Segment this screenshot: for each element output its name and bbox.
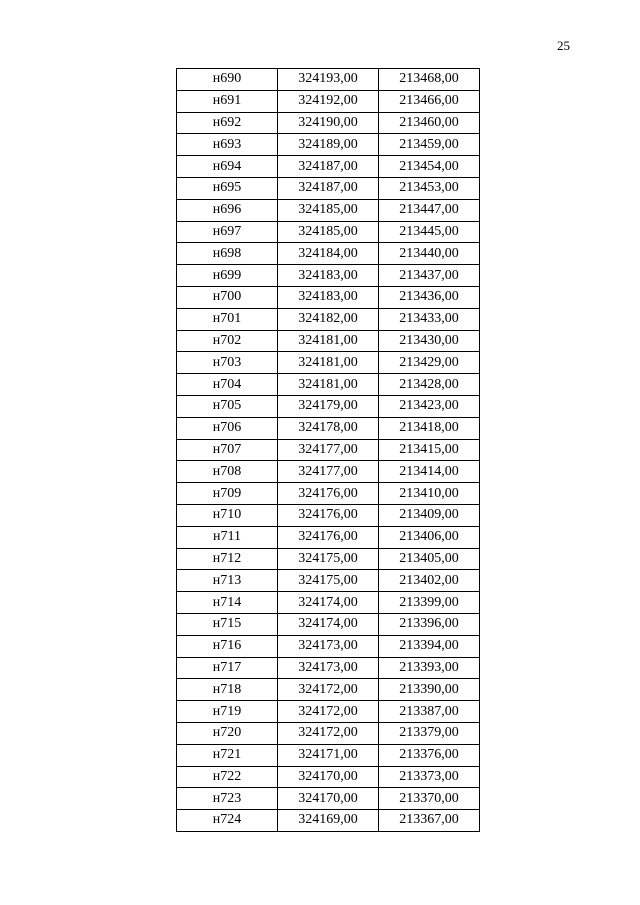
- table-row: [177, 766, 480, 788]
- x-coordinate-cell: 324175,00: [278, 548, 379, 570]
- y-coordinate-cell: 213428,00: [379, 374, 480, 396]
- x-coordinate-cell: 324173,00: [278, 657, 379, 679]
- coordinates-table: [176, 68, 480, 832]
- y-coordinate-cell: 213396,00: [379, 613, 480, 635]
- point-name-cell: н702: [177, 330, 278, 352]
- table-row: [177, 701, 480, 723]
- coordinates-table-body: [177, 69, 480, 832]
- table-row: [177, 308, 480, 330]
- y-coordinate-cell: 213445,00: [379, 221, 480, 243]
- table-row: [177, 90, 480, 112]
- y-coordinate-cell: 213440,00: [379, 243, 480, 265]
- table-row: [177, 722, 480, 744]
- y-coordinate-cell: 213390,00: [379, 679, 480, 701]
- y-coordinate-cell: 213415,00: [379, 439, 480, 461]
- table-row: [177, 134, 480, 156]
- x-coordinate-cell: 324177,00: [278, 439, 379, 461]
- point-name-cell: н720: [177, 722, 278, 744]
- table-row: [177, 504, 480, 526]
- x-coordinate-cell: 324185,00: [278, 221, 379, 243]
- x-coordinate-cell: 324189,00: [278, 134, 379, 156]
- point-name-cell: н708: [177, 461, 278, 483]
- table-row: [177, 548, 480, 570]
- y-coordinate-cell: 213367,00: [379, 810, 480, 832]
- table-row: [177, 112, 480, 134]
- point-name-cell: н715: [177, 613, 278, 635]
- point-name-cell: н705: [177, 395, 278, 417]
- x-coordinate-cell: 324179,00: [278, 395, 379, 417]
- point-name-cell: н703: [177, 352, 278, 374]
- x-coordinate-cell: 324181,00: [278, 352, 379, 374]
- table-row: [177, 657, 480, 679]
- y-coordinate-cell: 213405,00: [379, 548, 480, 570]
- table-row: [177, 156, 480, 178]
- point-name-cell: н706: [177, 417, 278, 439]
- y-coordinate-cell: 213394,00: [379, 635, 480, 657]
- y-coordinate-cell: 213393,00: [379, 657, 480, 679]
- table-row: [177, 221, 480, 243]
- x-coordinate-cell: 324192,00: [278, 90, 379, 112]
- table-row: [177, 635, 480, 657]
- table-row: [177, 352, 480, 374]
- table-row: [177, 483, 480, 505]
- x-coordinate-cell: 324178,00: [278, 417, 379, 439]
- y-coordinate-cell: 213429,00: [379, 352, 480, 374]
- point-name-cell: н691: [177, 90, 278, 112]
- y-coordinate-cell: 213406,00: [379, 526, 480, 548]
- x-coordinate-cell: 324170,00: [278, 766, 379, 788]
- x-coordinate-cell: 324176,00: [278, 483, 379, 505]
- x-coordinate-cell: 324171,00: [278, 744, 379, 766]
- point-name-cell: н716: [177, 635, 278, 657]
- x-coordinate-cell: 324175,00: [278, 570, 379, 592]
- x-coordinate-cell: 324181,00: [278, 374, 379, 396]
- point-name-cell: н707: [177, 439, 278, 461]
- y-coordinate-cell: 213387,00: [379, 701, 480, 723]
- point-name-cell: н717: [177, 657, 278, 679]
- point-name-cell: н721: [177, 744, 278, 766]
- x-coordinate-cell: 324169,00: [278, 810, 379, 832]
- y-coordinate-cell: 213433,00: [379, 308, 480, 330]
- y-coordinate-cell: 213399,00: [379, 592, 480, 614]
- point-name-cell: н709: [177, 483, 278, 505]
- y-coordinate-cell: 213376,00: [379, 744, 480, 766]
- y-coordinate-cell: 213436,00: [379, 286, 480, 308]
- point-name-cell: н699: [177, 265, 278, 287]
- point-name-cell: н698: [177, 243, 278, 265]
- point-name-cell: н690: [177, 69, 278, 91]
- table-row: [177, 286, 480, 308]
- y-coordinate-cell: 213459,00: [379, 134, 480, 156]
- table-row: [177, 439, 480, 461]
- x-coordinate-cell: 324173,00: [278, 635, 379, 657]
- point-name-cell: н713: [177, 570, 278, 592]
- y-coordinate-cell: 213409,00: [379, 504, 480, 526]
- x-coordinate-cell: 324174,00: [278, 613, 379, 635]
- y-coordinate-cell: 213447,00: [379, 199, 480, 221]
- y-coordinate-cell: 213437,00: [379, 265, 480, 287]
- table-row: [177, 679, 480, 701]
- y-coordinate-cell: 213460,00: [379, 112, 480, 134]
- table-row: [177, 592, 480, 614]
- point-name-cell: н697: [177, 221, 278, 243]
- table-row: [177, 69, 480, 91]
- point-name-cell: н694: [177, 156, 278, 178]
- x-coordinate-cell: 324170,00: [278, 788, 379, 810]
- x-coordinate-cell: 324177,00: [278, 461, 379, 483]
- x-coordinate-cell: 324185,00: [278, 199, 379, 221]
- table-row: [177, 788, 480, 810]
- x-coordinate-cell: 324193,00: [278, 69, 379, 91]
- x-coordinate-cell: 324172,00: [278, 679, 379, 701]
- x-coordinate-cell: 324172,00: [278, 722, 379, 744]
- point-name-cell: н711: [177, 526, 278, 548]
- point-name-cell: н700: [177, 286, 278, 308]
- table-row: [177, 744, 480, 766]
- x-coordinate-cell: 324176,00: [278, 526, 379, 548]
- point-name-cell: н704: [177, 374, 278, 396]
- y-coordinate-cell: 213423,00: [379, 395, 480, 417]
- y-coordinate-cell: 213370,00: [379, 788, 480, 810]
- x-coordinate-cell: 324187,00: [278, 177, 379, 199]
- page-number: 25: [557, 38, 570, 53]
- x-coordinate-cell: 324172,00: [278, 701, 379, 723]
- y-coordinate-cell: 213418,00: [379, 417, 480, 439]
- table-row: [177, 330, 480, 352]
- y-coordinate-cell: 213414,00: [379, 461, 480, 483]
- point-name-cell: н710: [177, 504, 278, 526]
- x-coordinate-cell: 324183,00: [278, 286, 379, 308]
- x-coordinate-cell: 324182,00: [278, 308, 379, 330]
- point-name-cell: н722: [177, 766, 278, 788]
- x-coordinate-cell: 324183,00: [278, 265, 379, 287]
- point-name-cell: н712: [177, 548, 278, 570]
- point-name-cell: н714: [177, 592, 278, 614]
- point-name-cell: н693: [177, 134, 278, 156]
- point-name-cell: н719: [177, 701, 278, 723]
- table-row: [177, 526, 480, 548]
- x-coordinate-cell: 324176,00: [278, 504, 379, 526]
- table-row: [177, 243, 480, 265]
- point-name-cell: н695: [177, 177, 278, 199]
- x-coordinate-cell: 324181,00: [278, 330, 379, 352]
- y-coordinate-cell: 213466,00: [379, 90, 480, 112]
- table-row: [177, 570, 480, 592]
- x-coordinate-cell: 324184,00: [278, 243, 379, 265]
- table-row: [177, 395, 480, 417]
- point-name-cell: н696: [177, 199, 278, 221]
- point-name-cell: н701: [177, 308, 278, 330]
- y-coordinate-cell: 213430,00: [379, 330, 480, 352]
- y-coordinate-cell: 213468,00: [379, 69, 480, 91]
- point-name-cell: н718: [177, 679, 278, 701]
- x-coordinate-cell: 324187,00: [278, 156, 379, 178]
- table-row: [177, 613, 480, 635]
- table-row: [177, 417, 480, 439]
- y-coordinate-cell: 213379,00: [379, 722, 480, 744]
- y-coordinate-cell: 213454,00: [379, 156, 480, 178]
- table-row: [177, 265, 480, 287]
- x-coordinate-cell: 324190,00: [278, 112, 379, 134]
- y-coordinate-cell: 213402,00: [379, 570, 480, 592]
- y-coordinate-cell: 213410,00: [379, 483, 480, 505]
- y-coordinate-cell: 213453,00: [379, 177, 480, 199]
- point-name-cell: н724: [177, 810, 278, 832]
- table-row: [177, 199, 480, 221]
- point-name-cell: н692: [177, 112, 278, 134]
- y-coordinate-cell: 213373,00: [379, 766, 480, 788]
- point-name-cell: н723: [177, 788, 278, 810]
- x-coordinate-cell: 324174,00: [278, 592, 379, 614]
- table-row: [177, 177, 480, 199]
- table-row: [177, 374, 480, 396]
- table-row: [177, 810, 480, 832]
- table-row: [177, 461, 480, 483]
